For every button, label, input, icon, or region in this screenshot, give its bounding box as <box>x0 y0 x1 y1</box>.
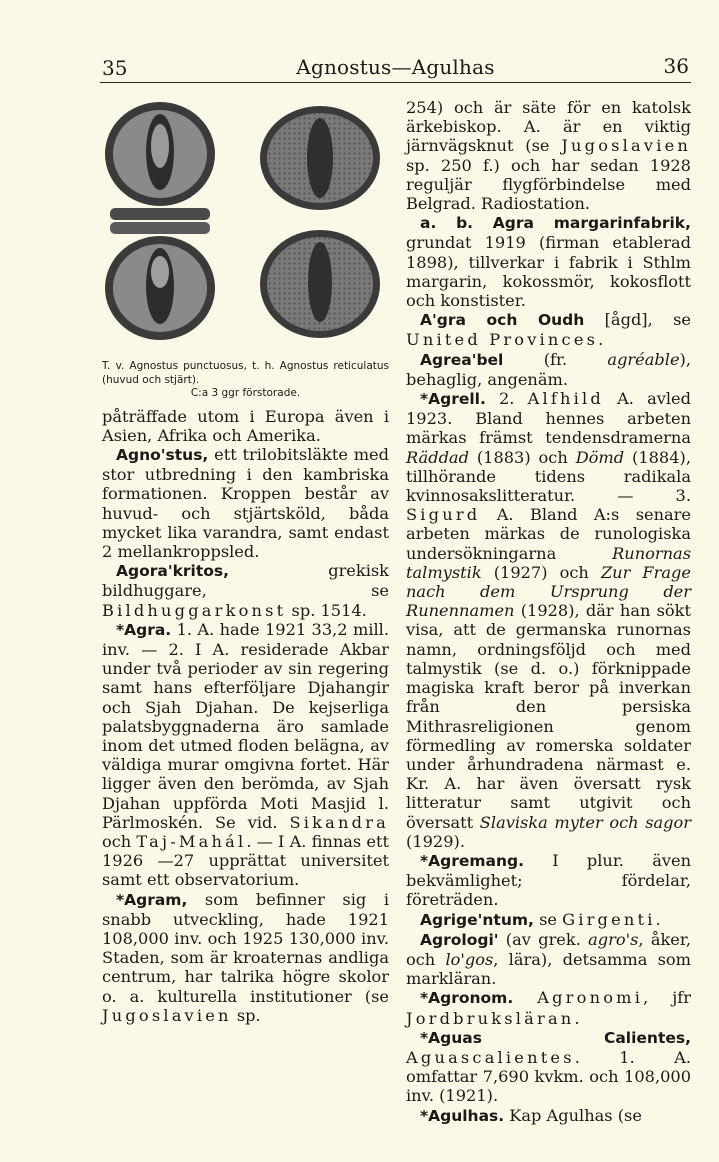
headword: *Aguas Calientes, <box>420 1028 691 1047</box>
running-title: Agnostus—Agulhas <box>296 55 495 79</box>
figure-caption <box>102 360 389 401</box>
entry-text: . — I A. finnas ett 1926 —27 upprättat universitet samt ett observatorium. <box>102 831 389 890</box>
entry-agulhas <box>406 1106 691 1126</box>
entry-agrologi <box>406 930 691 989</box>
cross-reference: Agronomi <box>537 988 644 1008</box>
entry-text: sp. 250 f.) och har sedan 1928 reguljär flygförbindelse med Belgrad. Radiostation. <box>406 155 691 214</box>
entry-text: (1884), tillhörande tidens radikala kvinnosakslitteratur. — 3. <box>406 447 691 506</box>
entry-text: (fr. <box>503 349 608 369</box>
entry-text: . <box>655 909 661 929</box>
greek-term: agro's <box>588 929 639 949</box>
agnostus-reticulatus-head-image <box>260 106 380 210</box>
work-title: Zur Frage nach dem Ursprung der Runennamen <box>406 562 691 621</box>
entry-text: I plur. även bekvämlighet; fördelar, företräden. <box>406 850 691 910</box>
entry-text: grekisk bildhuggare, se <box>102 561 389 601</box>
entry-text: , jfr <box>643 988 691 1008</box>
entry-text: (1928), där han sökt visa, att de germanska runornas namn, ordningsföljd och med talmystik (se d. o.) förknippade magiska kraft beror på inverkan från den persiska Mithrasreligionen genom förmedling av romerska soldater under århundradena närmast e. Kr. A. har även översatt rysk litteratur samt utgivit och översatt <box>406 601 691 832</box>
entry-agra-margarinfabrik <box>406 213 691 310</box>
italic-term: agréable <box>607 349 680 369</box>
entry-text: (1929). <box>406 831 465 851</box>
headword: *Agronom. <box>420 989 514 1008</box>
entry-text: se <box>533 909 563 929</box>
entry-agram <box>102 890 389 1025</box>
headword: *Agrell. <box>420 390 486 409</box>
cross-reference: Sikandra <box>289 812 389 832</box>
cross-reference: Aguascalientes <box>406 1047 575 1067</box>
continued-paragraph <box>406 98 691 213</box>
greek-term: lo'gos <box>445 949 494 969</box>
entry-agrigentum <box>406 910 691 930</box>
cross-reference: Bildhuggarkonst <box>102 600 287 620</box>
agnostus-punctuosus-image <box>105 102 215 340</box>
continued-paragraph <box>102 407 389 445</box>
entry-text: 254) och är säte för en katolsk ärkebiskop. A. är en viktig järnvägsknut (se <box>406 98 691 156</box>
headword: *Agram, <box>116 890 188 909</box>
headword: Agno'stus, <box>116 445 209 464</box>
cross-reference: Jugoslavien <box>561 136 691 156</box>
headword: Agrologi' <box>420 930 499 949</box>
headword: *Agremang. <box>420 851 524 870</box>
text: påträffade utom i Europa även i Asien, Afrika och Amerika. <box>102 406 389 445</box>
work-title: Runornas talmystik <box>406 543 691 582</box>
entry-text: Kap Agulhas (se <box>504 1105 642 1125</box>
page-number-right: 36 <box>663 54 689 78</box>
entry-text: A. avled 1923. Bland hennes arbeten märkas främst tendensdramerna <box>406 389 691 448</box>
entry-text: . <box>598 330 604 350</box>
cross-reference: United Provinces <box>406 330 599 350</box>
cross-reference: Taj-Mahál <box>136 831 247 851</box>
person-name: Sigurd <box>406 505 481 525</box>
entry-agra-och-oudh <box>406 310 691 349</box>
entry-text: sp. <box>231 1005 261 1025</box>
cross-reference: Jugoslavien <box>102 1005 232 1025</box>
entry-agnostus <box>102 445 389 561</box>
headword: a. b. Agra margarinfabrik, <box>420 214 691 233</box>
entry-text: ett trilobitsläkte med stor utbredning i den kambriska formationen. Kroppen består av huvud- och stjärtsköld, båda mycket lika varandra, samt endast 2 mellankroppsled. <box>102 444 389 561</box>
entry-text: som befinner sig i snabb utveckling, hade 1921 108,000 inv. och 1925 130,000 inv. Staden, som är kroaternas andliga centrum, har talrika högre skolor o. a. kulturella institutioner (se <box>102 889 389 1006</box>
entry-agra <box>102 620 389 890</box>
person-name: Alfhild <box>527 389 604 409</box>
cross-reference: Jordbruksläran <box>406 1008 575 1028</box>
cross-reference: Girgenti <box>562 909 656 929</box>
entry-text: (av grek. <box>498 929 589 949</box>
entry-text: [ågd], se <box>584 310 691 330</box>
agnostus-reticulatus-tail-image <box>260 230 380 338</box>
entry-agreabel <box>406 350 691 389</box>
headword: Agrea'bel <box>420 350 504 369</box>
entry-text: grundat 1919 (firman etablerad 1898), tillverkar i fabrik i Sthlm margarin, kokossmör, kokosflott och konstister. <box>406 233 691 311</box>
headword: Agora'kritos, <box>116 562 230 581</box>
headword: *Agulhas. <box>420 1106 505 1125</box>
page-number-left: 35 <box>102 56 128 80</box>
right-column <box>406 98 691 1126</box>
entry-agrell <box>406 389 691 851</box>
entry-agremang <box>406 851 691 910</box>
entry-text: ), behaglig, angenäm. <box>406 349 691 389</box>
entry-agorakritos <box>102 561 389 620</box>
trilobite-figure <box>102 96 389 354</box>
entry-text: , lära), detsamma som markläran. <box>406 949 691 989</box>
headword: A'gra och Oudh <box>420 311 585 330</box>
entry-text: (1927) och <box>481 562 601 582</box>
headword: *Agra. <box>116 620 172 639</box>
caption-line-2: C:a 3 ggr förstorade. <box>190 387 301 399</box>
entry-text: (1883) och <box>468 447 576 467</box>
work-title: Räddad <box>406 447 469 467</box>
entry-text: sp. 1514. <box>286 600 367 620</box>
entry-text: . <box>574 1008 580 1028</box>
entry-text: . 1. A. omfattar 7,690 kvkm. och 108,000 inv. (1921). <box>406 1047 691 1106</box>
entry-text: 1. A. hade 1921 33,2 mill. inv. — 2. I A. residerade Akbar under två perioder av sin regering samt hans efterföljare Djahangir och Sjah Djahan. De kejserliga palatsbyggnaderna äro samlade inom det utmed floden belägna, av väldiga murar omgivna fortet. Här ligger även den berömda, av Sjah Djahan uppförda Moti Masjid l. Pärlmoskén. Se vid. <box>102 619 389 832</box>
caption-line-1: T. v. Agnostus punctuosus, t. h. Agnostus reticulatus (huvud och stjärt). <box>102 360 389 386</box>
entry-agronom <box>406 988 691 1027</box>
entry-text: 2. <box>485 389 528 409</box>
headword: Agrige'ntum, <box>420 910 534 929</box>
work-title: Slaviska myter och sagor <box>479 812 691 832</box>
entry-text: A. Bland A:s senare arbeten märkas de runologiska undersökningarna <box>406 505 691 563</box>
entry-text: och <box>102 831 137 851</box>
trilobite-illustration <box>102 96 389 354</box>
running-header <box>100 52 691 83</box>
entry-text: , åker, och <box>406 929 691 969</box>
entry-aguas-calientes <box>406 1028 691 1106</box>
left-column <box>102 96 389 1025</box>
work-title: Dömd <box>575 447 625 467</box>
